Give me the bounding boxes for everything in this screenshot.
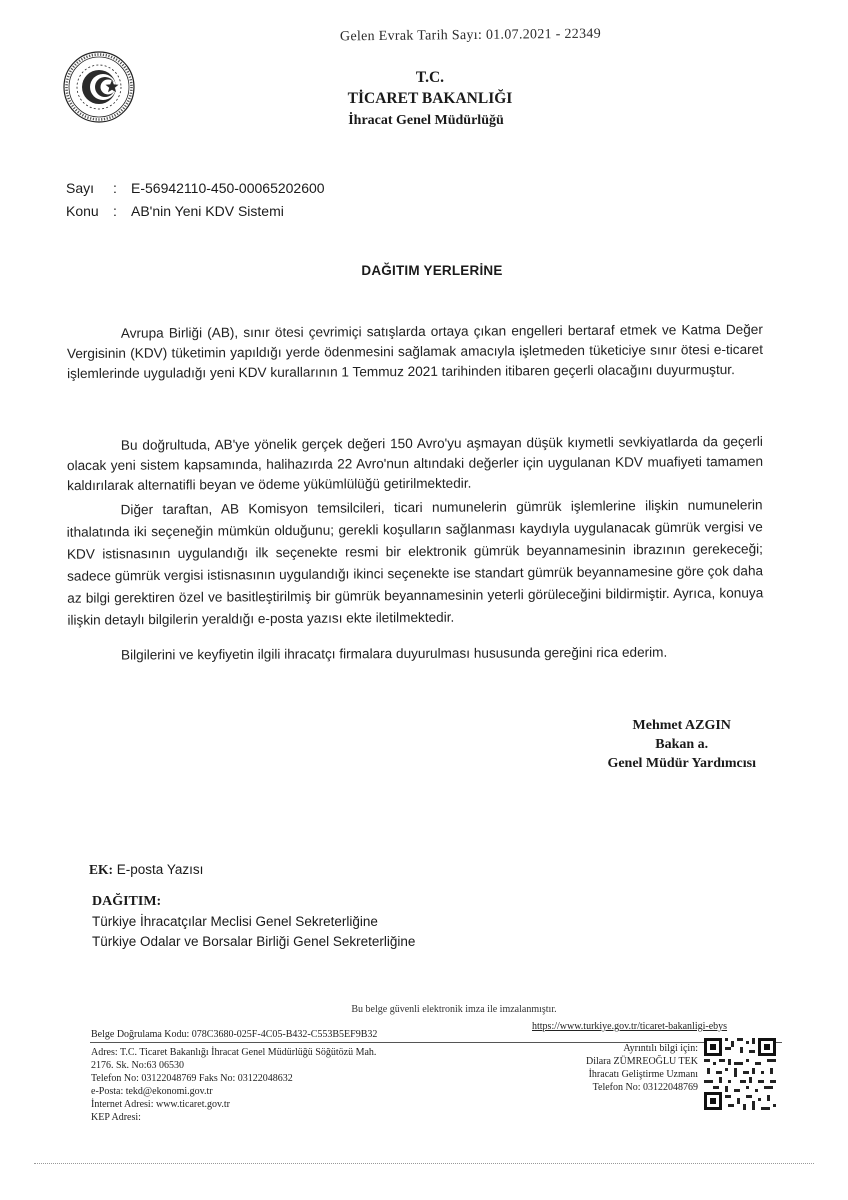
address-block (91, 1046, 376, 1124)
contact-title: İhracatı Geliştirme Uzmanı (588, 1069, 698, 1080)
contact-heading: Ayrıntılı bilgi için: (623, 1043, 698, 1054)
contact-phone: Telefon No: 03122048769 (592, 1082, 698, 1093)
distribution-item: Türkiye Odalar ve Borsalar Birliği Genel Sekreterliğine (92, 934, 416, 949)
qr-code-icon (704, 1038, 776, 1110)
subject-label: Konu (66, 203, 99, 219)
email-line: e-Posta: tekd@ekonomi.gov.tr (91, 1086, 213, 1097)
header-directorate: İhracat Genel Müdürlüğü (348, 113, 504, 128)
body-paragraph-4: Bilgilerini ve keyfiyetin ilgili ihracatçı firmalara duyurulması hususunda gereğini rica ederim. (120, 644, 668, 663)
scan-edge-line (34, 1163, 814, 1164)
attachment-value: E-posta Yazısı (116, 862, 204, 877)
colon: : (113, 203, 117, 219)
body-paragraph-2: Bu doğrultuda, AB'ye yönelik gerçek değeri 150 Avro'yu aşmayan düşük kıymetli sevkiyatlarda da geçerli olacak yeni sistem kapsamında, halihazırda 22 Avro'nun altındaki değerler için uygulanan KDV muafiyeti tamamen kaldırılarak alternatifli beyan ve ödeme yükümlülüğü getirilmektedir. (66, 433, 764, 494)
contact-name: Dilara ZÜMREOĞLU TEK (585, 1056, 698, 1067)
signatory-name: Mehmet AZGIN (632, 718, 731, 733)
verification-url-link[interactable]: https://www.turkiye.gov.tr/ticaret-bakanligi-ebys (532, 1021, 728, 1032)
colon: : (113, 180, 117, 196)
website-line: İnternet Adresi: www.ticaret.gov.tr (91, 1099, 230, 1110)
kep-address-line: KEP Adresi: (91, 1112, 141, 1123)
header-tc: T.C. (415, 69, 445, 86)
distribution-label: DAĞITIM: (92, 894, 162, 909)
body-paragraph-3: Diğer taraftan, AB Komisyon temsilcileri, ticari numunelerin gümrük işlemlerine ilişkin numunelerin ithalatında iki seçeneğin mümkün olduğunu; gerekli koşulların sağlanması kaydıyla uygulanacak gümrük vergisi ve KDV istisnasının uygulandığı ilk seçenekte resmi bir elektronik gümrük beyannamesinin ibrazının gerekeceği; sadece gümrük vergisi istisnasının uygulandığı ikinci seçenekte ise standart gümrük beyannamesine göre çok daha az bilgi gerektiren özel ve basitleştirilmiş bir gümrük beyannamesinin yeterli görüleceğini bildirmiştir. Ayrıca, konuya ilişkin detaylı bilgilerin yeraldığı e-posta yazısı ekte iletilmektedir. (66, 497, 764, 628)
reference-number-row (66, 180, 325, 196)
address-line: Adres: T.C. Ticaret Bakanlığı İhracat Genel Müdürlüğü Söğütözü Mah. (91, 1047, 377, 1058)
reference-number-label: Sayı (66, 180, 95, 196)
phone-fax-line: Telefon No: 03122048769 Faks No: 03122048632 (91, 1073, 293, 1084)
signatory-role-1: Bakan a. (655, 737, 709, 752)
verification-code: Belge Doğrulama Kodu: 078C3680-025F-4C05-B432-C553B5EF9B32 (91, 1029, 378, 1040)
subject-row (66, 203, 284, 219)
body-paragraph-1: Avrupa Birliği (AB), sınır ötesi çevrimiçi satışlarda ortaya çıkan engelleri bertaraf etmek ve Katma Değer Vergisinin (KDV) tüketimin yapıldığı yerde ödenmesini sağlamak amacıyla işletmeden tüketiciye sınır ötesi e-ticaret işlemlerinde uyguladığı yeni KDV kurallarının 1 Temmuz 2021 tarihinden itibaren geçerli olacağını duyurmuştur. (66, 321, 764, 382)
distribution-item: Türkiye İhracatçılar Meclisi Genel Sekreterliğine (92, 914, 378, 929)
header-ministry: TİCARET BAKANLIĞI (347, 90, 513, 107)
letter-title: DAĞITIM YERLERİNE (361, 263, 503, 278)
e-signature-note: Bu belge güvenli elektronik imza ile imzalanmıştır. (351, 1004, 557, 1015)
reference-number-value: E-56942110-450-00065202600 (131, 180, 325, 196)
contact-block (586, 1042, 698, 1094)
incoming-document-stamp: Gelen Evrak Tarih Sayı: 01.07.2021 - 22349 (339, 26, 602, 45)
distribution-list (92, 912, 415, 952)
signatory-role-2: Genel Müdür Yardımcısı (607, 756, 756, 771)
attachment-label: EK: (89, 862, 114, 877)
signature-block (607, 716, 756, 773)
subject-value: AB'nin Yeni KDV Sistemi (131, 203, 284, 219)
address-line: 2176. Sk. No:63 06530 (91, 1060, 185, 1071)
attachment-row (89, 862, 203, 878)
